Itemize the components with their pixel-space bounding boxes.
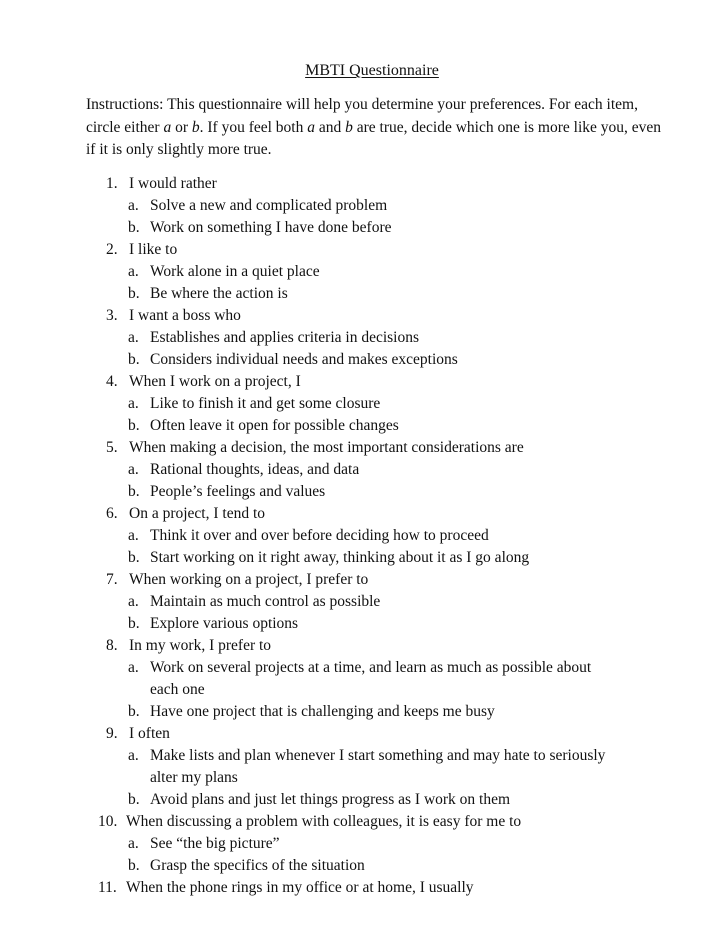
option-text: Think it over and over before deciding how to proceed: [150, 527, 489, 544]
option-letter: b.: [128, 219, 140, 236]
question-number: 3.: [106, 307, 118, 324]
question-number: 4.: [106, 373, 118, 390]
question-item: [0, 305, 728, 371]
question-line: [0, 811, 728, 833]
question-line: [0, 371, 728, 393]
option-letter: a.: [128, 659, 139, 676]
option-text: Maintain as much control as possible: [150, 593, 381, 610]
question-text: When the phone rings in my office or at home, I usually: [126, 879, 474, 896]
instructions-text: are true, decide which one is more like you, even if it is only slightly more true.: [86, 118, 662, 158]
option-letter: b.: [128, 857, 140, 874]
option-line[interactable]: [0, 701, 728, 723]
option-text: Avoid plans and just let things progress as I work on them: [150, 791, 511, 808]
question-number: 7.: [106, 571, 118, 588]
option-line[interactable]: [0, 591, 728, 613]
question-number: 1.: [106, 175, 118, 192]
question-text: When making a decision, the most important considerations are: [129, 439, 524, 456]
question-item: [0, 635, 728, 723]
question-text: On a project, I tend to: [129, 505, 266, 522]
option-text: Solve a new and complicated problem: [150, 197, 388, 214]
option-line[interactable]: [0, 833, 728, 855]
option-line[interactable]: [0, 767, 728, 789]
option-text: Often leave it open for possible changes: [150, 417, 399, 434]
option-letter: a.: [128, 747, 139, 764]
option-line[interactable]: [0, 657, 728, 679]
option-text: Work on something I have done before: [150, 219, 392, 236]
question-item: [0, 437, 728, 503]
option-text: alter my plans: [150, 769, 238, 786]
question-item: [0, 877, 728, 899]
option-line[interactable]: [0, 613, 728, 635]
question-number: 2.: [106, 241, 118, 258]
option-line[interactable]: [0, 547, 728, 569]
option-text: See “the big picture”: [150, 835, 280, 852]
question-text: I often: [129, 725, 170, 742]
option-letter: a.: [128, 593, 139, 610]
question-item: [0, 371, 728, 437]
question-item: [0, 569, 728, 635]
question-line: [0, 569, 728, 591]
question-text: When discussing a problem with colleagues, it is easy for me to: [126, 813, 522, 830]
option-line[interactable]: [0, 459, 728, 481]
option-letter: a.: [128, 329, 139, 346]
option-text: each one: [150, 681, 205, 698]
question-text: When working on a project, I prefer to: [129, 571, 369, 588]
question-line: [0, 239, 728, 261]
option-text: Make lists and plan whenever I start something and may hate to seriously: [150, 747, 606, 764]
option-line[interactable]: [0, 679, 728, 701]
option-letter: a.: [128, 461, 139, 478]
option-line[interactable]: [0, 415, 728, 437]
question-text: When I work on a project, I: [129, 373, 301, 390]
option-letter: b.: [128, 417, 140, 434]
option-text: Work alone in a quiet place: [150, 263, 320, 280]
option-text: Grasp the specifics of the situation: [150, 857, 365, 874]
page-title: MBTI Questionnaire: [305, 62, 439, 79]
question-number: 10.: [98, 813, 118, 830]
option-letter: a.: [128, 527, 139, 544]
option-text: Be where the action is: [150, 285, 288, 302]
option-line[interactable]: [0, 217, 728, 239]
option-line[interactable]: [0, 283, 728, 305]
option-line[interactable]: [0, 261, 728, 283]
instructions-paragraph: [86, 94, 666, 162]
question-text: I would rather: [129, 175, 217, 192]
option-line[interactable]: [0, 789, 728, 811]
instructions-text: . If you feel both: [199, 118, 308, 136]
option-text: People’s feelings and values: [150, 483, 326, 500]
question-item: [0, 239, 728, 305]
option-letter: b.: [128, 791, 140, 808]
option-line[interactable]: [0, 481, 728, 503]
option-letter: a.: [128, 263, 139, 280]
question-number: 8.: [106, 637, 118, 654]
option-letter: b.: [128, 615, 140, 632]
question-number: 11.: [98, 879, 117, 896]
option-line[interactable]: [0, 745, 728, 767]
option-letter: a.: [128, 395, 139, 412]
question-item: [0, 723, 728, 811]
question-line: [0, 305, 728, 327]
question-item: [0, 811, 728, 877]
option-letter: b.: [128, 703, 140, 720]
option-letter: b.: [128, 483, 140, 500]
question-number: 5.: [106, 439, 118, 456]
question-line: [0, 877, 728, 899]
instructions-text: Instructions: This questionnaire will help you determine your preferences. For each item, circle either: [86, 96, 638, 136]
question-line: [0, 437, 728, 459]
option-text: Explore various options: [150, 615, 299, 632]
question-line: [0, 723, 728, 745]
option-line[interactable]: [0, 393, 728, 415]
question-line: [0, 503, 728, 525]
instructions-option-a: a: [163, 118, 172, 136]
instructions-text: and: [314, 118, 346, 136]
question-text: I want a boss who: [129, 307, 241, 324]
question-number: 6.: [106, 505, 118, 522]
option-text: Work on several projects at a time, and learn as much as possible about: [150, 659, 592, 676]
option-text: Considers individual needs and makes exceptions: [150, 351, 458, 368]
option-letter: a.: [128, 835, 139, 852]
option-letter: b.: [128, 351, 140, 368]
option-text: Rational thoughts, ideas, and data: [150, 461, 360, 478]
option-text: Establishes and applies criteria in decisions: [150, 329, 420, 346]
question-list: [0, 173, 728, 899]
question-number: 9.: [106, 725, 118, 742]
option-line[interactable]: [0, 195, 728, 217]
question-text: In my work, I prefer to: [129, 637, 272, 654]
option-text: Start working on it right away, thinking about it as I go along: [150, 549, 530, 566]
option-line[interactable]: [0, 525, 728, 547]
question-line: [0, 635, 728, 657]
question-line: [0, 173, 728, 195]
instructions-option-b: b: [345, 118, 353, 136]
option-line[interactable]: [0, 327, 728, 349]
instructions-option-a: a: [307, 118, 315, 136]
option-text: Have one project that is challenging and keeps me busy: [150, 703, 495, 720]
option-letter: b.: [128, 549, 140, 566]
option-text: Like to finish it and get some closure: [150, 395, 381, 412]
option-line[interactable]: [0, 349, 728, 371]
question-item: [0, 173, 728, 239]
option-letter: a.: [128, 197, 139, 214]
option-letter: b.: [128, 285, 140, 302]
instructions-option-b: b: [191, 118, 200, 136]
instructions-text: or: [171, 118, 192, 136]
question-text: I like to: [129, 241, 178, 258]
question-item: [0, 503, 728, 569]
option-line[interactable]: [0, 855, 728, 877]
